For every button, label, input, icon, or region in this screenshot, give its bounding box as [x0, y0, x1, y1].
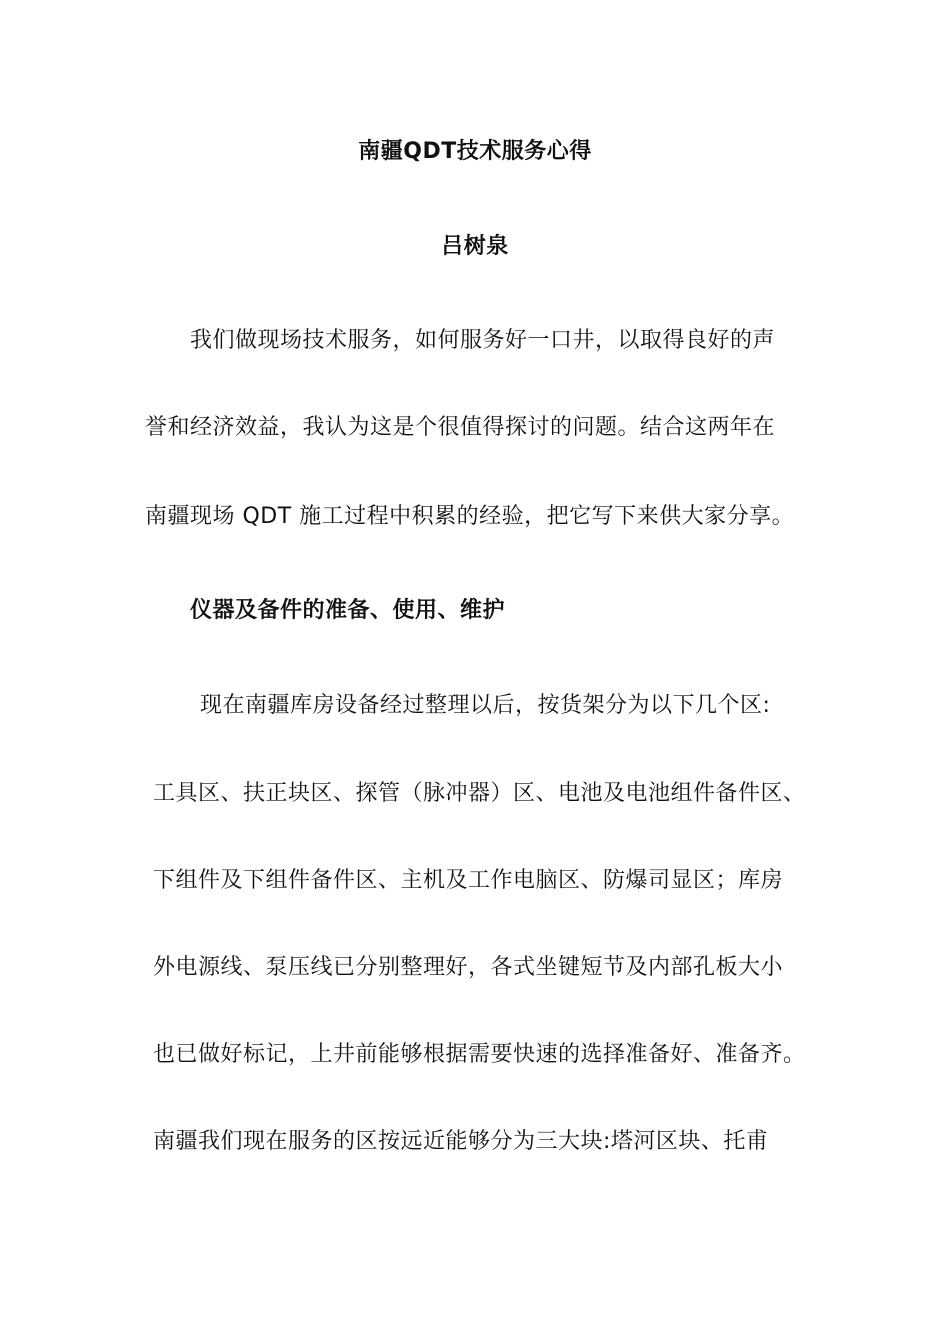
- section-heading: 仪器及备件的准备、使用、维护: [190, 598, 506, 623]
- paragraph-line: 南疆现场 QDT 施工过程中积累的经验，把它写下来供大家分享。: [145, 504, 795, 529]
- paragraph-line: 现在南疆库房设备经过整理以后，按货架分为以下几个区:: [200, 693, 771, 718]
- paragraph-line: 南疆我们现在服务的区按远近能够分为三大块:塔河区块、托甫: [153, 1129, 769, 1154]
- document-title: 南疆QDT技术服务心得: [358, 139, 592, 164]
- paragraph-line: 外电源线、泵压线已分别整理好，各式坐键短节及内部孔板大小: [153, 955, 784, 980]
- paragraph-line: 誉和经济效益，我认为这是个很值得探讨的问题。结合这两年在: [145, 415, 776, 440]
- paragraph-line: 工具区、扶正块区、探管（脉冲器）区、电池及电池组件备件区、: [153, 781, 806, 806]
- paragraph-line: 下组件及下组件备件区、主机及工作电脑区、防爆司显区；库房: [153, 868, 784, 893]
- document-author: 吕树泉: [441, 234, 509, 259]
- paragraph-line: 也已做好标记，上井前能够根据需要快速的选择准备好、准备齐。: [153, 1042, 806, 1067]
- paragraph-line: 我们做现场技术服务，如何服务好一口井，以取得良好的声: [190, 328, 776, 353]
